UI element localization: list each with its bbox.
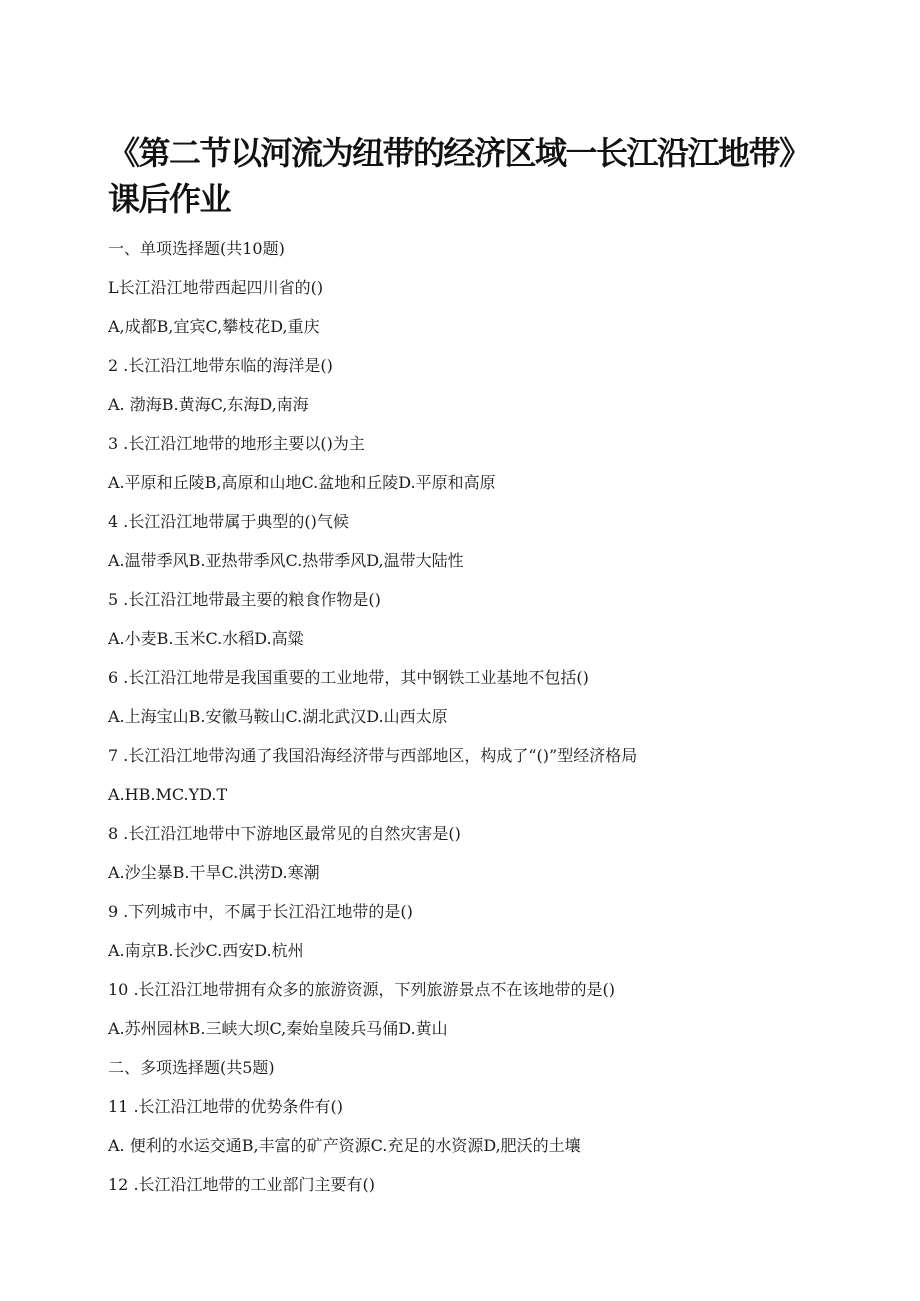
question-8-options: A.沙尘暴B.干旱C.洪涝D.寒潮 [108, 863, 320, 882]
question-5: 5 .长江沿江地带最主要的粮食作物是() [108, 590, 381, 609]
question-9-options: A.南京B.长沙C.西安D.杭州 [108, 941, 304, 960]
question-6: 6 .长江沿江地带是我国重要的工业地带，其中钢铁工业基地不包括() [108, 668, 589, 687]
document-body [108, 229, 828, 1204]
question-11: 11 .长江沿江地带的优势条件有() [108, 1097, 344, 1116]
question-8: 8 .长江沿江地带中下游地区最常见的自然灾害是() [108, 824, 461, 843]
section-heading-single-choice: 一、单项选择题(共10题) [108, 239, 285, 258]
question-11-options: A. 便利的水运交通B,丰富的矿产资源C.充足的水资源D,肥沃的土壤 [108, 1136, 581, 1155]
question-12: 12 .长江沿江地带的工业部门主要有() [108, 1175, 376, 1194]
question-7-options: A.HB.MC.YD.T [108, 785, 228, 804]
question-1: L长江沿江地带西起四川省的() [108, 278, 324, 297]
question-7: 7 .长江沿江地带沟通了我国沿海经济带与西部地区，构成了“()”型经济格局 [108, 746, 638, 765]
question-6-options: A.上海宝山B.安徽马鞍山C.湖北武汉D.山西太原 [108, 707, 448, 726]
question-1-options: A,成都B,宜宾C,攀枝花D,重庆 [108, 317, 320, 336]
question-3-options: A.平原和丘陵B,高原和山地C.盆地和丘陵D.平原和高原 [108, 473, 496, 492]
question-5-options: A.小麦B.玉米C.水稻D.高粱 [108, 629, 304, 648]
question-9: 9 .下列城市中，不属于长江沿江地带的是() [108, 902, 413, 921]
question-2-options: A. 渤海B.黄海C,东海D,南海 [108, 395, 309, 414]
question-10: 10 .长江沿江地带拥有众多的旅游资源，下列旅游景点不在该地带的是() [108, 980, 616, 999]
section-heading-multiple-choice: 二、多项选择题(共5题) [108, 1058, 275, 1077]
question-2: 2 .长江沿江地带东临的海洋是() [108, 356, 333, 375]
question-4-options: A.温带季风B.亚热带季风C.热带季风D,温带大陆性 [108, 551, 464, 570]
document-title: 《第二节以河流为纽带的经济区域一长江沿江地带》课后作业 [108, 134, 810, 218]
question-4: 4 .长江沿江地带属于典型的()气候 [108, 512, 349, 531]
question-3: 3 .长江沿江地带的地形主要以()为主 [108, 434, 365, 453]
question-10-options: A.苏州园林B.三峡大坝C,秦始皇陵兵马俑D.黄山 [108, 1019, 448, 1038]
